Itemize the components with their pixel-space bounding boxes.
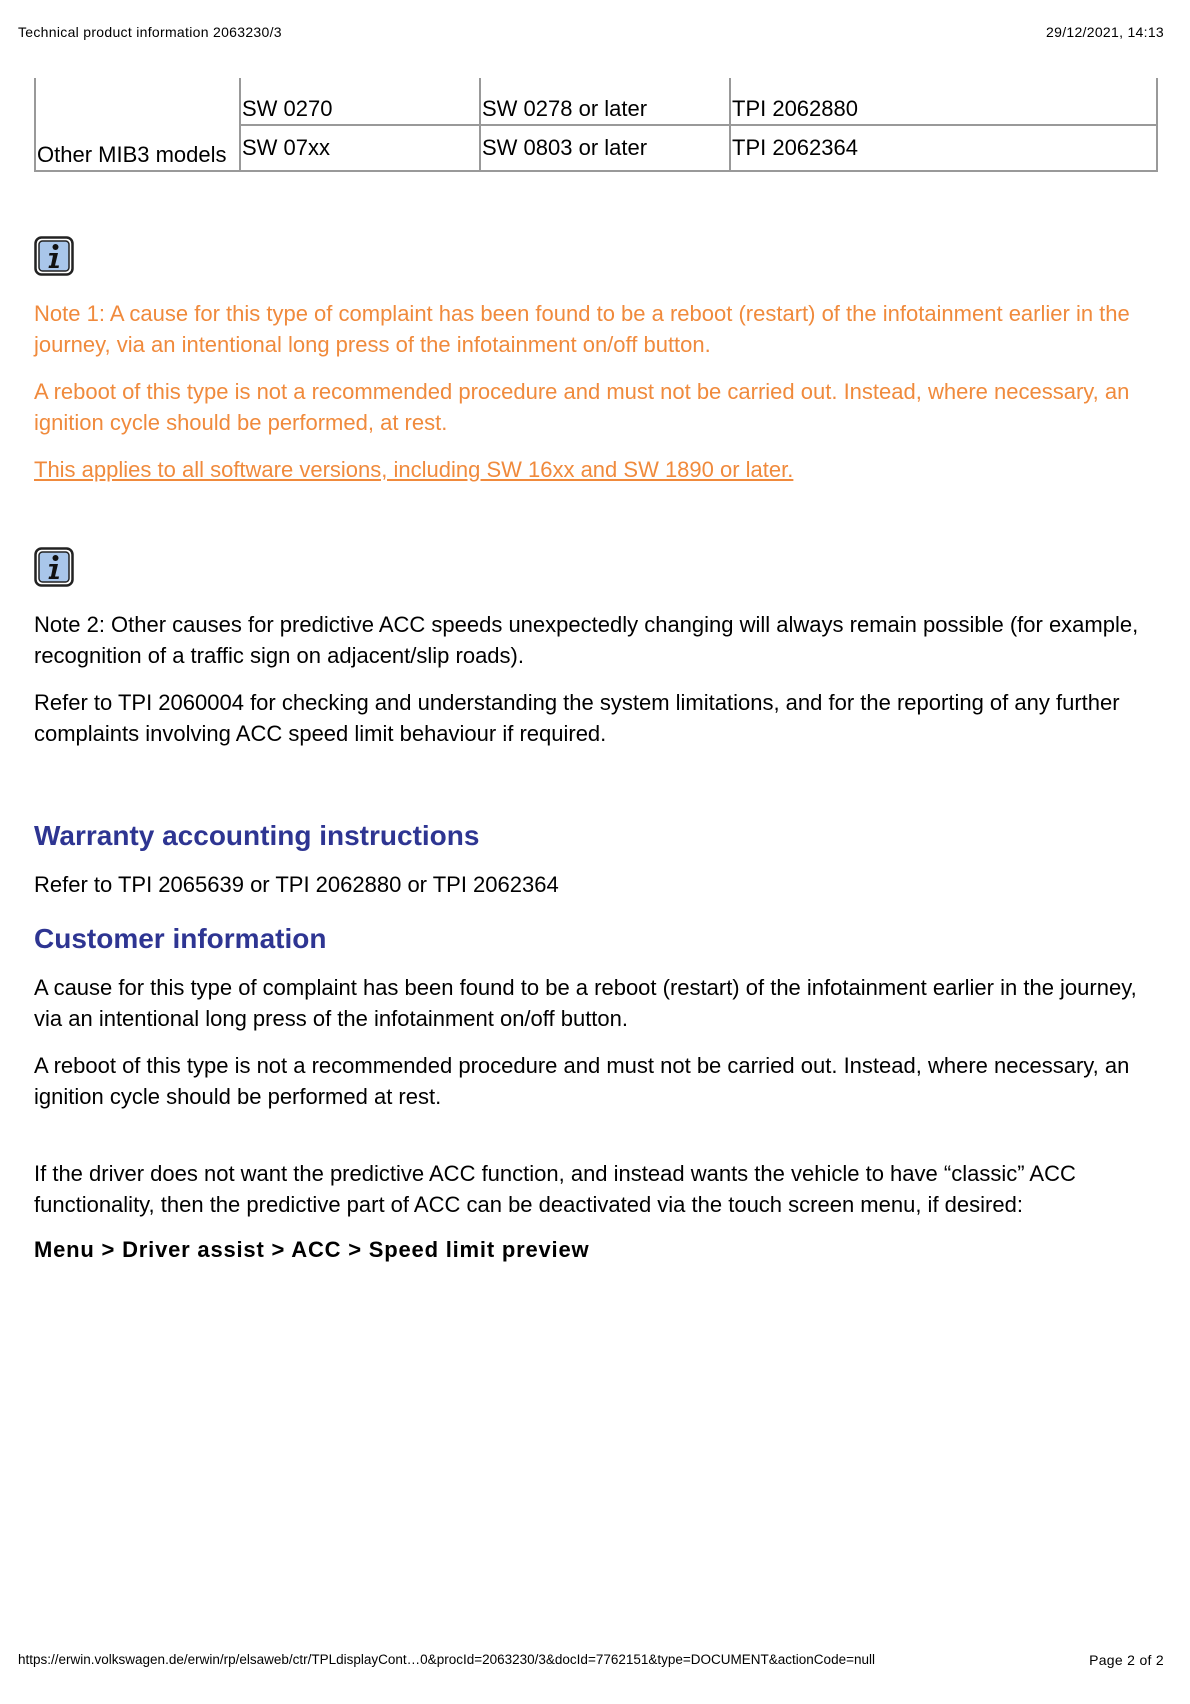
page-footer-url: https://erwin.volkswagen.de/erwin/rp/elsaweb/ctr/TPLdisplayCont…0&procId=2063230/3&docId=7762151&type=DOCUMENT&actionCode=null — [18, 1652, 875, 1667]
note-1-paragraph: Note 1: A cause for this type of complaint has been found to be a reboot (restart) of the infotainment earlier in the journey, via an intentional long press of the infotainment on/off button. — [34, 301, 1130, 357]
warranty-paragraph: Refer to TPI 2065639 or TPI 2062880 or TPI 2062364 — [34, 872, 559, 897]
note-2-refer-paragraph: Refer to TPI 2060004 for checking and understanding the system limitations, and for the reporting of any further complaints involving ACC speed limit behaviour if required. — [34, 690, 1120, 746]
page-header-datetime: 29/12/2021, 14:13 — [1046, 24, 1164, 40]
note-1-reboot-paragraph: A reboot of this type is not a recommended procedure and must not be carried out. Instead, where necessary, an ignition cycle should be performed, at rest. — [34, 379, 1130, 435]
warranty-heading: Warranty accounting instructions — [34, 820, 480, 851]
info-icon — [34, 547, 74, 587]
model-cell: Other MIB3 models — [35, 78, 240, 171]
required-sw-cell: SW 0803 or later — [480, 125, 730, 171]
note-1-applies-paragraph: This applies to all software versions, including SW 16xx and SW 1890 or later. — [34, 457, 794, 482]
customer-paragraph: A cause for this type of complaint has been found to be a reboot (restart) of the infotainment earlier in the journey, via an intentional long press of the infotainment on/off button. — [34, 975, 1137, 1031]
software-version-table — [34, 78, 1158, 172]
customer-heading: Customer information — [34, 923, 327, 954]
customer-reboot-paragraph: A reboot of this type is not a recommended procedure and must not be carried out. Instead, where necessary, an ignition cycle should be performed at rest. — [34, 1053, 1130, 1109]
document-content — [34, 78, 1156, 1265]
current-sw-cell: SW 0270 — [240, 78, 480, 125]
page-footer-page-number: Page 2 of 2 — [1089, 1652, 1164, 1668]
tpi-cell: TPI 2062364 — [730, 125, 1157, 171]
tpi-cell: TPI 2062880 — [730, 78, 1157, 125]
page-header-title: Technical product information 2063230/3 — [18, 24, 282, 40]
note-2-paragraph: Note 2: Other causes for predictive ACC speeds unexpectedly changing will always remain possible (for example, recognition of a traffic sign on adjacent/slip roads). — [34, 612, 1139, 668]
required-sw-cell: SW 0278 or later — [480, 78, 730, 125]
info-icon — [34, 236, 74, 276]
table-row — [35, 78, 1157, 125]
menu-path: Menu > Driver assist > ACC > Speed limit preview — [34, 1237, 590, 1262]
customer-deactivate-paragraph: If the driver does not want the predictive ACC function, and instead wants the vehicle to have “classic” ACC functionality, then the predictive part of ACC can be deactivated via the touch screen menu, if desired: — [34, 1161, 1076, 1217]
current-sw-cell: SW 07xx — [240, 125, 480, 171]
